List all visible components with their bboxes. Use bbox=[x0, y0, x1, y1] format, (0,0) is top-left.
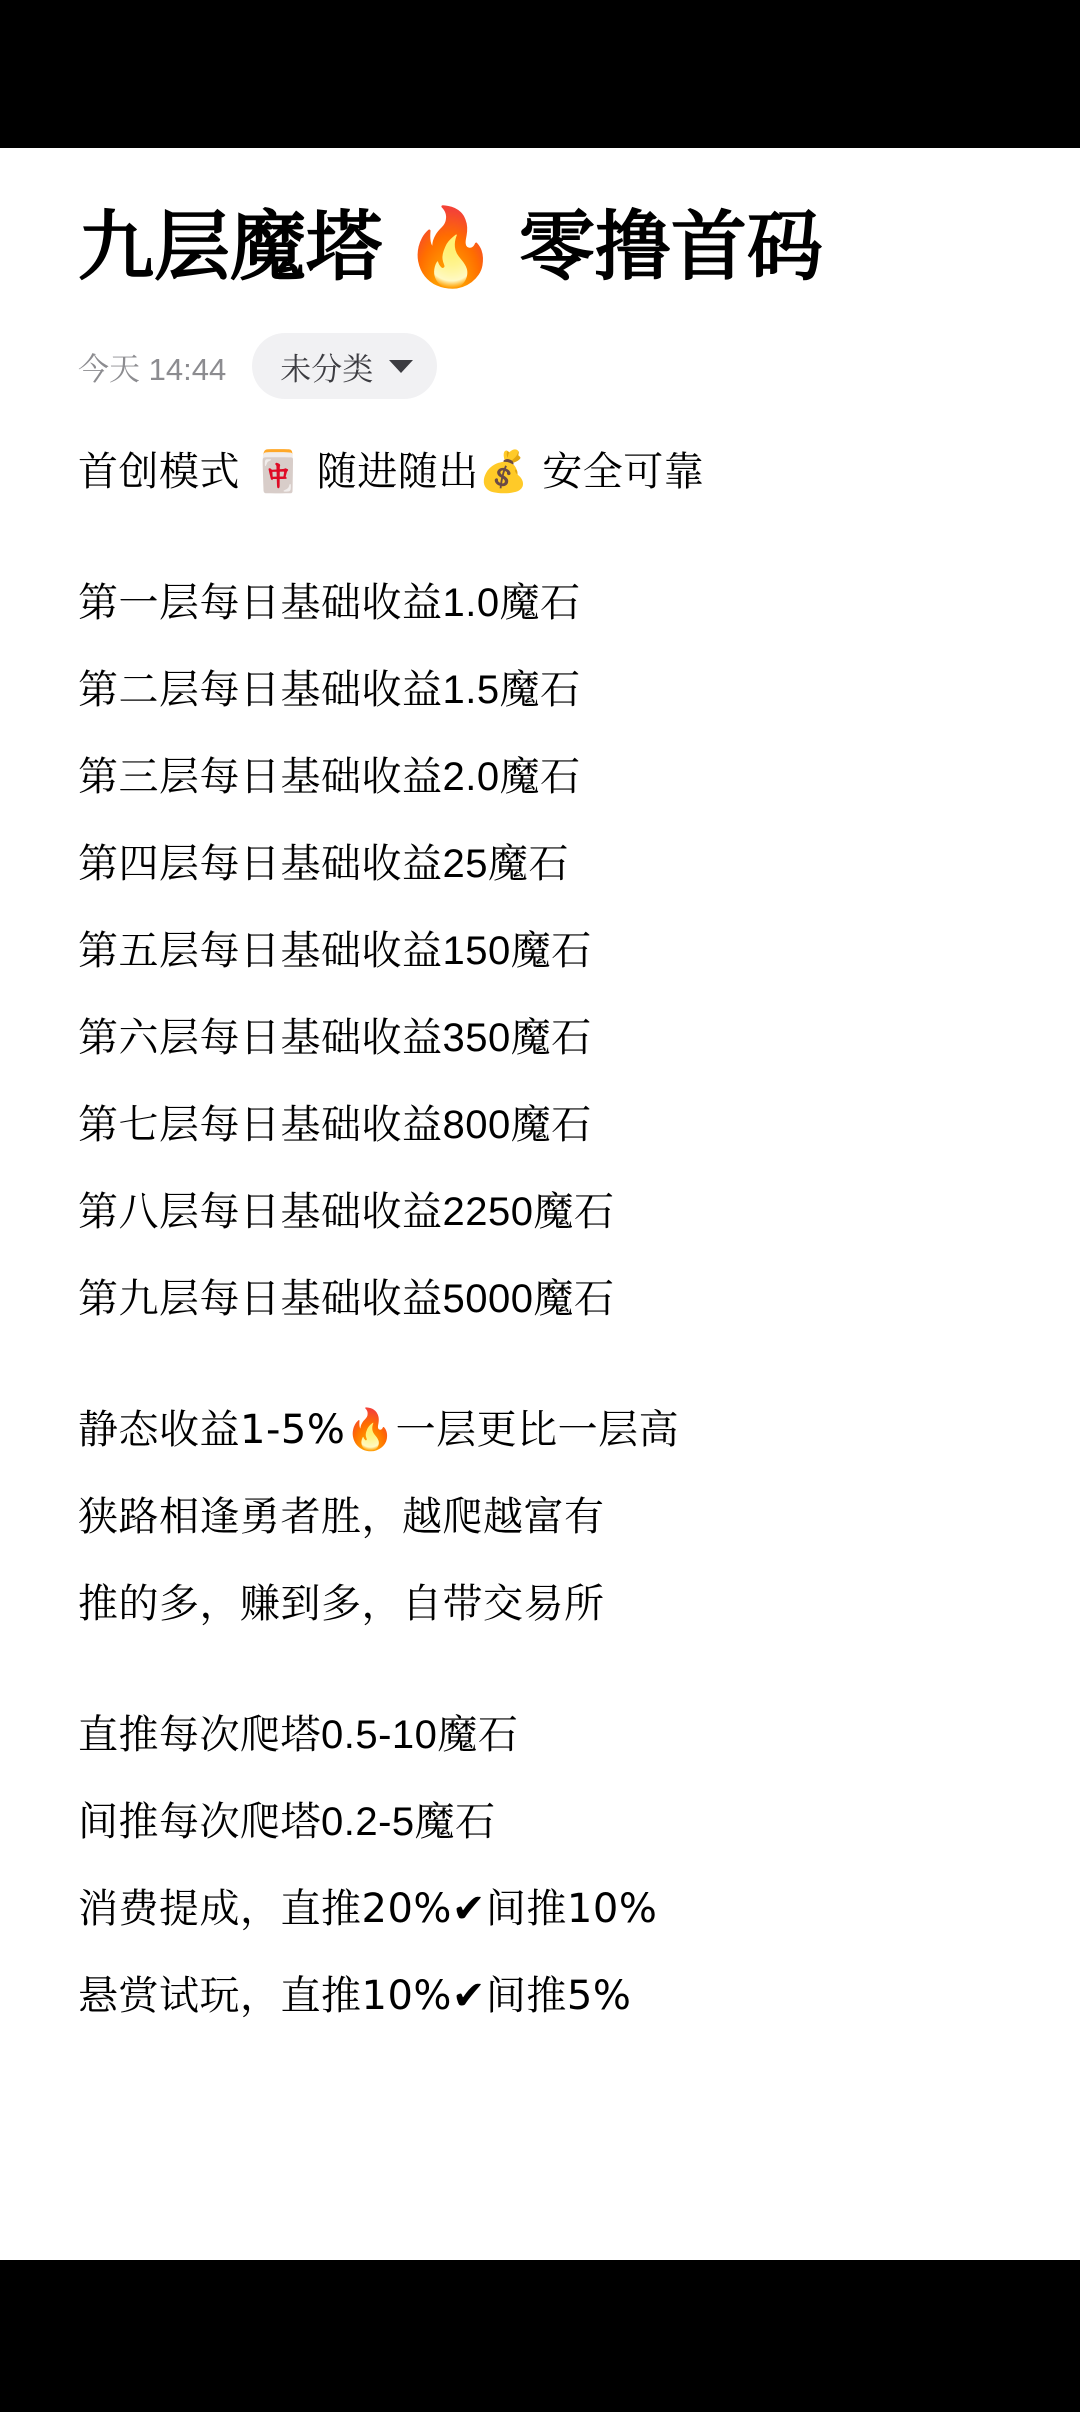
chevron-down-icon bbox=[389, 360, 413, 373]
category-chip[interactable] bbox=[252, 333, 437, 399]
note-body[interactable] bbox=[78, 429, 1002, 2040]
note-line: 第二层每日基础收益1.5魔石 bbox=[78, 668, 581, 712]
note-line: 推的多，赚到多，自带交易所 bbox=[78, 1582, 605, 1626]
note-line: 第八层每日基础收益2250魔石 bbox=[78, 1190, 615, 1234]
note-line-blank bbox=[78, 1343, 1002, 1387]
note-line: 第七层每日基础收益800魔石 bbox=[78, 1103, 592, 1147]
note-line: 第五层每日基础收益150魔石 bbox=[78, 929, 592, 973]
note-line-blank bbox=[78, 1648, 1002, 1692]
note-title: 九层魔塔 🔥 零撸首码 bbox=[78, 205, 823, 290]
category-label: 未分类 bbox=[280, 351, 374, 387]
note-line: 狭路相逢勇者胜，越爬越富有 bbox=[78, 1495, 605, 1539]
note-line: 第四层每日基础收益25魔石 bbox=[78, 842, 569, 886]
note-line: 第六层每日基础收益350魔石 bbox=[78, 1016, 592, 1060]
note-line: 静态收益1-5%🔥一层更比一层高 bbox=[78, 1407, 680, 1453]
note-line: 间推每次爬塔0.2-5魔石 bbox=[78, 1800, 496, 1844]
note-line: 第一层每日基础收益1.0魔石 bbox=[78, 581, 581, 625]
note-line-blank bbox=[78, 516, 1002, 560]
note-line: 悬赏试玩，直推10%✔间推5% bbox=[78, 1973, 632, 2019]
note-timestamp: 今天 14:44 bbox=[78, 351, 227, 387]
note-meta-row bbox=[78, 333, 1002, 399]
note-line: 直推每次爬塔0.5-10魔石 bbox=[78, 1713, 519, 1757]
note-line: 消费提成，直推20%✔间推10% bbox=[78, 1886, 658, 1932]
note-line: 第三层每日基础收益2.0魔石 bbox=[78, 755, 581, 799]
note-line: 第九层每日基础收益5000魔石 bbox=[78, 1277, 615, 1321]
note-content-sheet bbox=[0, 148, 1080, 2260]
note-line: 首创模式 🀄 随进随出💰 安全可靠 bbox=[78, 449, 705, 495]
